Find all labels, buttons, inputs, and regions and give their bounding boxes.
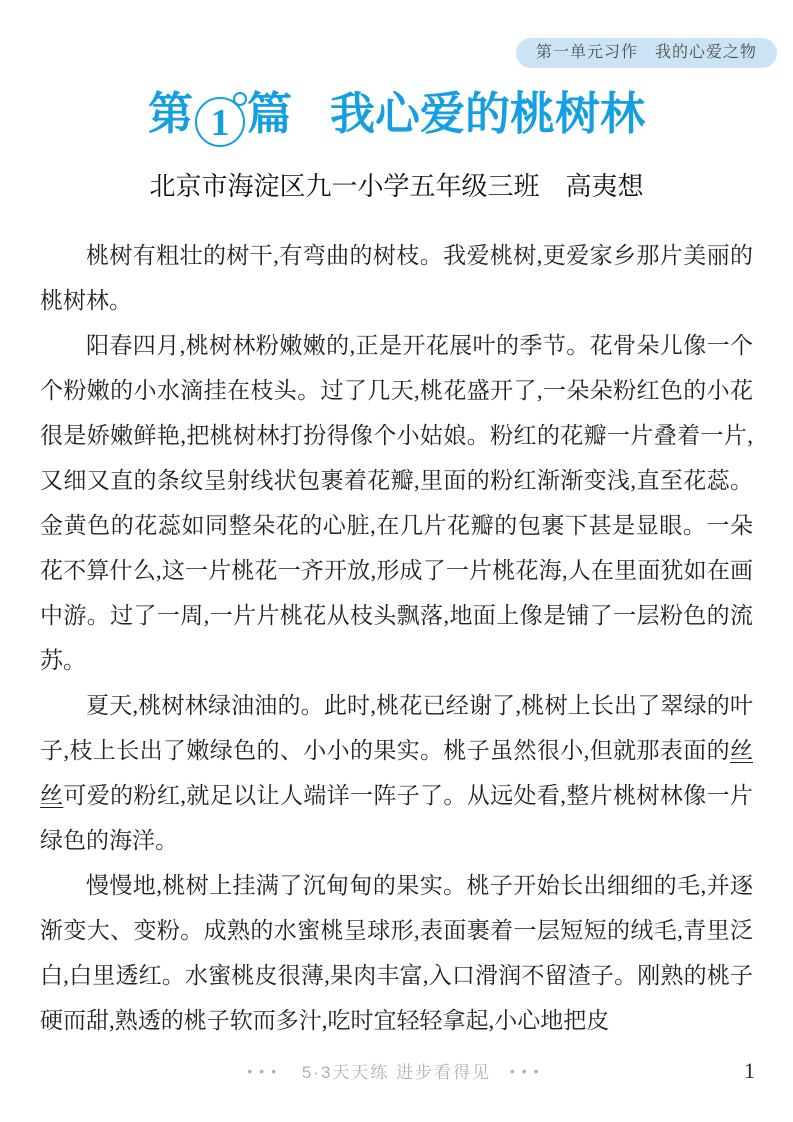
article-body [40,233,753,1045]
paragraph [40,683,753,863]
author-byline: 北京市海淀区九一小学五年级三班 高夷想 [149,172,644,201]
essay-title [0,86,793,147]
paragraph [40,863,753,1043]
footer-dots-left: ••• [247,1063,284,1079]
essay-title-text: 我心爱的桃树林 [330,89,646,139]
paragraph-text: 可爱的粉红,就足以让人端详一阵子了。从远处看,整片桃树林像一片绿色的海洋。 [40,783,753,853]
paragraph-text: 阳春四月,桃树林粉嫩嫩的,正是开花展叶的季节。花骨朵儿像一个个粉嫩的小水滴挂在枝头。过了几天,桃花盛开了,一朵朵粉红色的小花很是娇嫩鲜艳,把桃树林打扮得像个小姑娘。粉红的花瓣一片叠着一片,又细又直的条纹呈射线状包裹着花瓣,里面的粉红渐渐变浅,直至花蕊。金黄色的花蕊如同整朵花的心脏,在几片花瓣的包裹下甚是显眼。一朵花不算什么,这一片桃花一齐开放,形成了一片桃花海,人在里面犹如在画中游。过了一周,一片片桃花从枝头飘落,地面上像是铺了一层粉色的流苏。 [40,333,753,673]
title-suffix: 篇 [246,89,292,139]
unit-header-badge: 第一单元习作 我的心爱之物 [516,38,777,68]
footer-dots-right: ••• [509,1063,546,1079]
essay-number-circle [195,97,245,147]
paragraph [40,233,753,323]
footer-slogan: 5·3天天练 进步看得见 [301,1063,492,1082]
paragraph-text: 慢慢地,桃树上挂满了沉甸甸的果实。桃子开始长出细细的毛,并逐渐变大、变粉。成熟的水蜜桃呈球形,表面裹着一层短短的绒毛,青里泛白,白里透红。水蜜桃皮很薄,果肉丰富,入口滑润不留渣子。刚熟的桃子硬而甜,熟透的桃子软而多汁,吃时宜轻轻拿起,小心地把皮 [40,873,753,1033]
underlined-phrase: 丝丝 [40,738,753,808]
essay-number: 1 [210,102,230,144]
paragraph-text: 桃树有粗壮的树干,有弯曲的树枝。我爱桃树,更爱家乡那片美丽的桃树林。 [40,243,753,313]
title-prefix: 第 [147,89,193,139]
footer-slogan-line [0,1058,793,1086]
page-number: 1 [744,1058,755,1083]
paragraph [40,323,753,683]
paragraph-text: 夏天,桃树林绿油油的。此时,桃花已经谢了,桃树上长出了翠绿的叶子,枝上长出了嫩绿色的、小小的果实。桃子虽然很小,但就那表面的 [40,693,753,763]
